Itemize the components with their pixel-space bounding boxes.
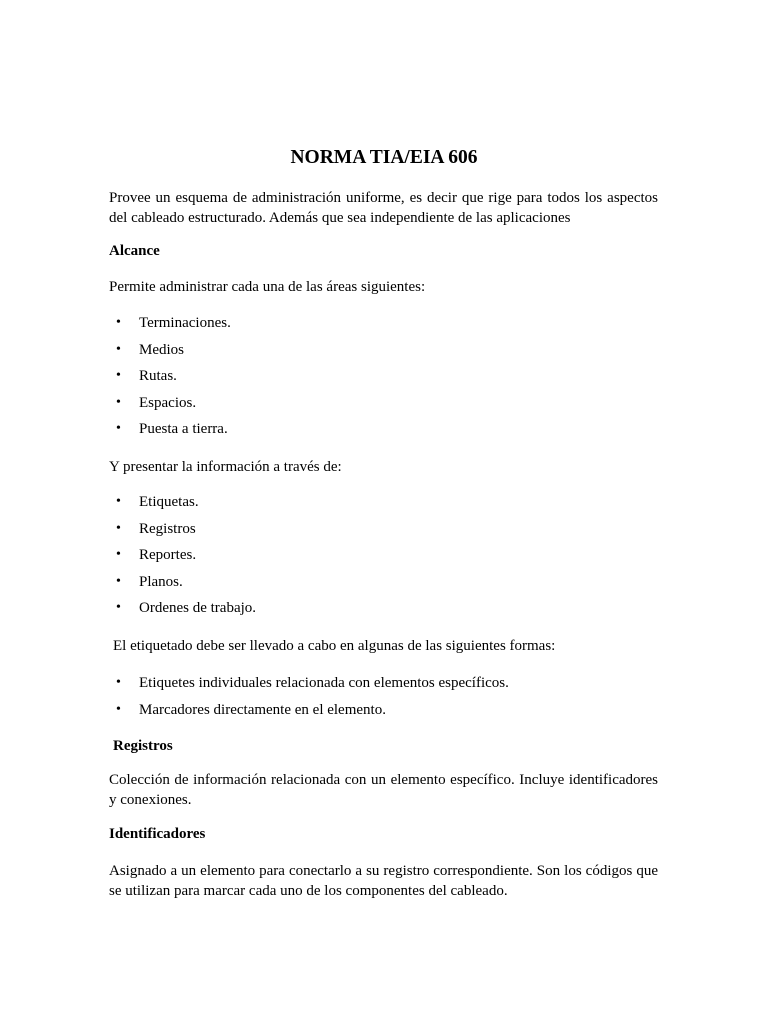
list-item-label: Ordenes de trabajo. — [139, 600, 257, 617]
bullet-icon: • — [116, 701, 121, 717]
bullet-icon: • — [116, 573, 121, 589]
bullet-icon: • — [116, 368, 121, 384]
identificadores-heading: Identificadores — [109, 826, 206, 842]
etiquetado-lead: El etiquetado debe ser llevado a cabo en algunas de las siguientes formas: — [113, 638, 556, 654]
list-item-label: Etiquetes individuales relacionada con elementos específicos. — [139, 675, 509, 691]
document-title: NORMA TIA/EIA 606 — [290, 147, 478, 168]
list-item-label: Etiquetas. — [139, 494, 199, 510]
bullet-icon: • — [116, 675, 121, 690]
list-item — [109, 393, 231, 420]
list-item — [109, 519, 256, 546]
list-item — [109, 340, 231, 367]
list-item-label: Rutas. — [139, 368, 177, 385]
list-item-label: Puesta a tierra. — [139, 421, 228, 438]
bullet-icon: • — [116, 547, 121, 563]
list-item-label: Planos. — [139, 573, 183, 590]
alcance-heading: Alcance — [109, 243, 160, 259]
list-item-label: Reportes. — [139, 547, 197, 564]
list-item — [109, 598, 256, 625]
list-item — [109, 700, 509, 727]
presentar-list — [109, 492, 256, 625]
bullet-icon: • — [116, 394, 121, 410]
alcance-lead: Permite administrar cada una de las áreas siguientes: — [109, 279, 426, 295]
list-item — [109, 492, 256, 519]
list-item — [109, 366, 231, 393]
list-item — [109, 545, 256, 572]
list-item-label: Marcadores directamente en el elemento. — [139, 701, 386, 718]
list-item-label: Registros — [139, 520, 196, 537]
bullet-icon: • — [116, 494, 121, 509]
bullet-icon: • — [116, 315, 121, 330]
bullet-icon: • — [116, 421, 121, 437]
registros-paragraph: Colección de información relacionada con un elemento específico. Incluye identificadores y conexiones. — [109, 772, 658, 808]
registros-heading: Registros — [113, 738, 173, 754]
intro-paragraph: Provee un esquema de administración uniforme, es decir que rige para todos los aspectos del cableado estructurado. Además que sea independiente de las aplicaciones — [109, 190, 658, 226]
identificadores-paragraph: Asignado a un elemento para conectarlo a su registro correspondiente. Son los códigos que se utilizan para marcar cada uno de los componentes del cableado. — [109, 863, 658, 899]
alcance-list — [109, 313, 231, 446]
list-item-label: Espacios. — [139, 394, 197, 411]
bullet-icon: • — [116, 520, 121, 536]
list-item — [109, 419, 231, 446]
list-item — [109, 572, 256, 599]
presentar-lead: Y presentar la información a través de: — [109, 459, 342, 475]
list-item — [109, 673, 509, 700]
list-item-label: Terminaciones. — [139, 315, 231, 331]
list-item — [109, 313, 231, 340]
etiquetado-list — [109, 673, 509, 726]
list-item-label: Medios — [139, 341, 184, 358]
bullet-icon: • — [116, 341, 121, 357]
bullet-icon: • — [116, 600, 121, 616]
